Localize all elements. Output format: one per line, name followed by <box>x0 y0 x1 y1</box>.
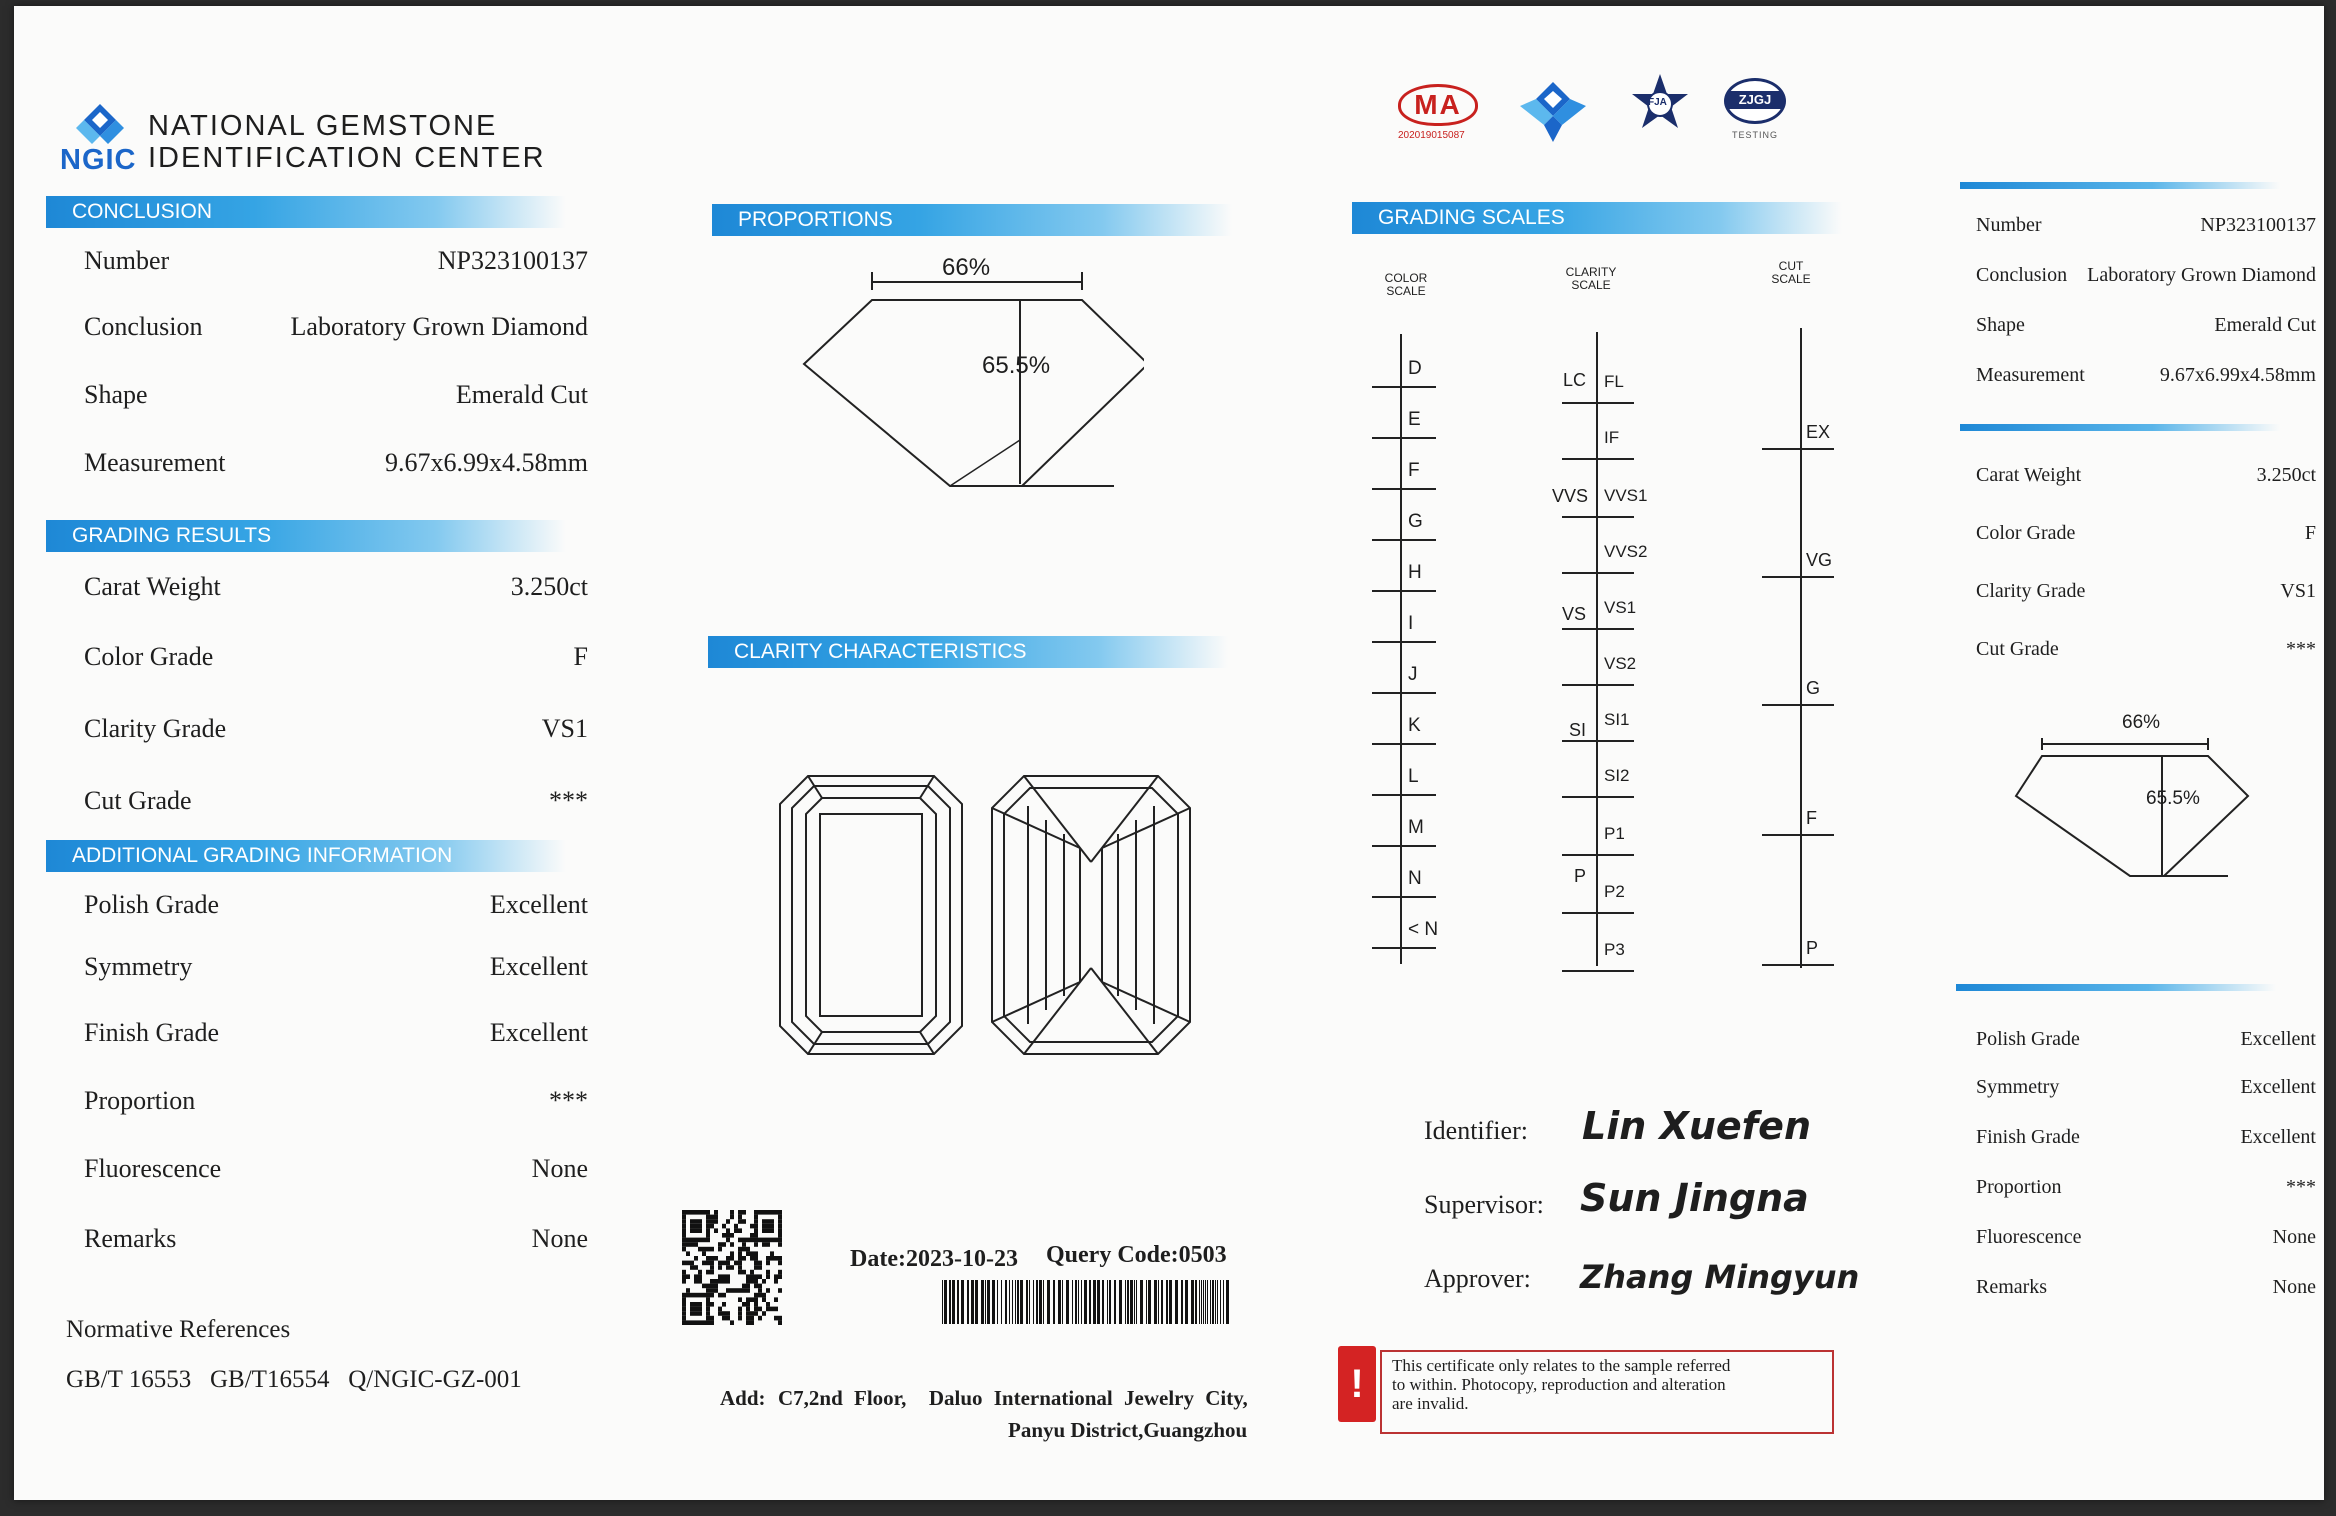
clarity-grade-value: VS1 <box>541 714 588 743</box>
cut-scale-head-line2: SCALE <box>1771 272 1811 286</box>
clarity-plot-diagram <box>774 768 1204 1068</box>
cut-scale-tick <box>1762 704 1834 706</box>
cut-grade-f: F <box>1806 808 1817 828</box>
summary-fluorescence-value: None <box>2272 1226 2316 1248</box>
fluorescence-value: None <box>531 1154 588 1183</box>
summary-finish-grade-label: Finish Grade <box>1976 1126 2080 1148</box>
color-scale-head-line2: SCALE <box>1386 284 1426 298</box>
cut-grade-label: Cut Grade <box>84 786 192 815</box>
clarity-group-si: SI <box>1568 720 1586 740</box>
identifier-signature: Lin Xuefen <box>1582 1104 1812 1148</box>
supervisor-label: Supervisor: <box>1424 1190 1544 1219</box>
clarity-scale-head-line2: SCALE <box>1571 278 1611 292</box>
barcode <box>942 1280 1238 1326</box>
approver-signature: Zhang Mingyun <box>1580 1258 1860 1296</box>
summary-conclusion-label: Conclusion <box>1976 264 2068 286</box>
conclusion-header: CONCLUSION <box>46 196 566 228</box>
remarks-label: Remarks <box>84 1224 177 1253</box>
proportions-header: PROPORTIONS <box>712 204 1232 236</box>
proportion-depth-value: 65.5% <box>982 352 1051 379</box>
color-grade-m: M <box>1408 817 1424 838</box>
clarity-scale-tick <box>1562 854 1634 856</box>
clarity-grade-si1: SI1 <box>1604 710 1630 729</box>
identifier-label: Identifier: <box>1424 1116 1528 1145</box>
cma-number: 202019015087 <box>1398 130 1465 141</box>
clarity-grade-p2: P2 <box>1604 882 1625 901</box>
grading-scales-header: GRADING SCALES <box>1352 202 1842 234</box>
summary-cut-grade-label: Cut Grade <box>1976 638 2059 660</box>
carat-weight-label: Carat Weight <box>84 572 221 601</box>
summary-divider-grades <box>1960 424 2280 431</box>
color-grade-l: L <box>1408 766 1419 787</box>
clarity-scale-tick <box>1562 684 1634 686</box>
summary-carat-weight-label: Carat Weight <box>1976 464 2082 486</box>
conclusion-label: Conclusion <box>84 312 203 341</box>
number-label: Number <box>84 246 170 275</box>
clarity-group-vs: VS <box>1561 604 1586 624</box>
summary-shape-value: Emerald Cut <box>2214 314 2316 336</box>
color-scale-tick <box>1372 692 1436 694</box>
cut-grade-g: G <box>1806 678 1821 698</box>
proportion-value: *** <box>549 1086 588 1115</box>
summary-number-value: NP323100137 <box>2200 214 2316 236</box>
finish-grade-label: Finish Grade <box>84 1018 220 1047</box>
ngic-abbr: NGIC <box>60 144 137 176</box>
clarity-scale-head <box>1556 266 1626 292</box>
summary-polish-grade-value: Excellent <box>2240 1028 2316 1050</box>
summary-clarity-grade-value: VS1 <box>2280 580 2316 602</box>
cut-scale-tick <box>1762 964 1834 966</box>
remarks-value: None <box>531 1224 588 1253</box>
color-scale-line <box>1400 334 1402 964</box>
summary-proportion-diagram <box>2002 726 2262 886</box>
clarity-grade-fl: FL <box>1604 372 1624 391</box>
clarity-scale-tick <box>1562 970 1634 972</box>
notice-line1: This certificate only relates to the sample referred <box>1392 1356 1731 1375</box>
summary-number-label: Number <box>1976 214 2042 236</box>
address-line1: C7,2nd Floor, Daluo International Jewelry City, <box>778 1386 1248 1410</box>
certificate-date: Date:2023-10-23 <box>850 1246 1018 1272</box>
clarity-scale-tick <box>1562 912 1634 914</box>
org-name-line1: NATIONAL GEMSTONE <box>148 110 498 142</box>
ngic-logo-icon <box>72 102 128 148</box>
measurement-value: 9.67x6.99x4.58mm <box>385 448 588 477</box>
color-scale-tick <box>1372 386 1436 388</box>
notice-line2: to within. Photocopy, reproduction and alteration <box>1392 1375 1726 1394</box>
clarity-grade-p1: P1 <box>1604 824 1625 843</box>
cut-scale-tick <box>1762 834 1834 836</box>
color-grade-k: K <box>1408 715 1421 736</box>
clarity-grade-p3: P3 <box>1604 940 1625 959</box>
shape-value: Emerald Cut <box>455 380 588 409</box>
summary-remarks-value: None <box>2272 1276 2316 1298</box>
summary-measurement-label: Measurement <box>1976 364 2085 386</box>
summary-remarks-label: Remarks <box>1976 1276 2048 1298</box>
cma-logo-icon <box>1398 84 1478 126</box>
color-grade-e: E <box>1408 409 1421 430</box>
address-line2: Panyu District,Guangzhou <box>1008 1418 1248 1442</box>
color-grade-value: F <box>573 642 588 671</box>
summary-shape-label: Shape <box>1976 314 2025 336</box>
color-grade-d: D <box>1408 358 1422 379</box>
ngic-badge-icon <box>1518 80 1588 144</box>
summary-clarity-grade-label: Clarity Grade <box>1976 580 2086 602</box>
symmetry-label: Symmetry <box>84 952 193 981</box>
normative-title: Normative References <box>66 1316 291 1343</box>
conclusion-value: Laboratory Grown Diamond <box>290 312 588 341</box>
color-scale-tick <box>1372 590 1436 592</box>
clarity-scale-tick <box>1562 628 1634 630</box>
approver-label: Approver: <box>1424 1264 1531 1293</box>
clarity-scale-tick <box>1562 516 1634 518</box>
warning-icon: ! <box>1338 1346 1376 1422</box>
summary-fluorescence-label: Fluorescence <box>1976 1226 2082 1248</box>
validity-notice <box>1380 1350 1834 1434</box>
clarity-scale-head-line1: CLARITY <box>1565 265 1617 279</box>
proportion-table-value: 66% <box>942 254 991 281</box>
cut-scale-line <box>1800 328 1802 968</box>
zjgj-logo-icon <box>1724 78 1786 124</box>
clarity-group-lc: LC <box>1562 370 1586 390</box>
clarity-scale-tick <box>1562 458 1634 460</box>
polish-grade-label: Polish Grade <box>84 890 220 919</box>
summary-carat-weight-value: 3.250ct <box>2256 464 2316 486</box>
qr-code <box>682 1210 782 1326</box>
finish-grade-value: Excellent <box>489 1018 588 1047</box>
shape-label: Shape <box>84 380 148 409</box>
zjgj-text: ZJGJ <box>1727 91 1783 109</box>
proportion-label: Proportion <box>84 1086 196 1115</box>
proportion-diagram <box>784 262 1144 502</box>
normative-refs: GB/T 16553 GB/T16554 Q/NGIC-GZ-001 <box>66 1366 522 1393</box>
cut-scale-tick <box>1762 576 1834 578</box>
summary-table-value: 66% <box>2122 712 2161 733</box>
summary-color-grade-label: Color Grade <box>1976 522 2076 544</box>
summary-symmetry-value: Excellent <box>2240 1076 2316 1098</box>
color-scale-head <box>1376 272 1436 298</box>
color-grade-label: Color Grade <box>84 642 214 671</box>
clarity-scale-line <box>1596 332 1598 966</box>
grading-results-header: GRADING RESULTS <box>46 520 566 552</box>
color-grade-i: I <box>1408 613 1414 634</box>
color-scale-tick <box>1372 794 1436 796</box>
color-grade-g: G <box>1408 511 1423 532</box>
color-grade-n: N <box>1408 868 1422 889</box>
supervisor-signature: Sun Jingna <box>1580 1176 1809 1220</box>
cut-grade-vg: VG <box>1806 550 1833 570</box>
summary-divider-top <box>1960 182 2280 189</box>
color-scale-tick <box>1372 947 1436 949</box>
measurement-label: Measurement <box>84 448 226 477</box>
color-grade-n: < N <box>1408 919 1439 940</box>
summary-conclusion-value: Laboratory Grown Diamond <box>2087 264 2316 286</box>
cut-scale-head-line1: CUT <box>1778 259 1804 273</box>
color-scale-tick <box>1372 641 1436 643</box>
clarity-grade-vvs2: VVS2 <box>1604 542 1648 561</box>
color-grade-j: J <box>1408 664 1418 685</box>
color-scale-tick <box>1372 488 1436 490</box>
clarity-grade-if: IF <box>1604 428 1620 447</box>
address-label: Add: <box>720 1386 766 1410</box>
org-name-line2: IDENTIFICATION CENTER <box>148 142 546 174</box>
carat-weight-value: 3.250ct <box>510 572 588 601</box>
cma-text: MA <box>1414 89 1462 120</box>
fluorescence-label: Fluorescence <box>84 1154 222 1183</box>
summary-polish-grade-label: Polish Grade <box>1976 1028 2080 1050</box>
summary-measurement-value: 9.67x6.99x4.58mm <box>2159 364 2316 386</box>
summary-depth-value: 65.5% <box>2146 788 2200 809</box>
testing-text: TESTING <box>1732 130 1779 140</box>
clarity-grade-si2: SI2 <box>1604 766 1630 785</box>
symmetry-value: Excellent <box>489 952 588 981</box>
color-scale-head-line1: COLOR <box>1384 271 1428 285</box>
clarity-scale-tick <box>1562 796 1634 798</box>
color-scale-tick <box>1372 437 1436 439</box>
summary-color-grade-value: F <box>2304 522 2316 544</box>
clarity-grade-vs2: VS2 <box>1604 654 1637 673</box>
clarity-grade-vvs1: VVS1 <box>1604 486 1648 505</box>
color-grade-f: F <box>1408 460 1420 481</box>
summary-finish-grade-value: Excellent <box>2240 1126 2316 1148</box>
summary-symmetry-label: Symmetry <box>1976 1076 2060 1098</box>
cut-grade-ex: EX <box>1806 422 1831 442</box>
clarity-group-p: P <box>1573 866 1586 886</box>
summary-proportion-label: Proportion <box>1976 1176 2062 1198</box>
additional-info-header: ADDITIONAL GRADING INFORMATION <box>46 840 566 872</box>
summary-proportion-value: *** <box>2286 1176 2316 1198</box>
polish-grade-value: Excellent <box>489 890 588 919</box>
clarity-scale-tick <box>1562 402 1634 404</box>
clarity-group-vvs: VVS <box>1552 486 1589 506</box>
color-scale-tick <box>1372 743 1436 745</box>
clarity-grade-label: Clarity Grade <box>84 714 227 743</box>
number-value: NP323100137 <box>437 246 588 275</box>
summary-cut-grade-value: *** <box>2286 638 2316 660</box>
cut-grade-value: *** <box>549 786 588 815</box>
query-code: Query Code:0503 <box>1046 1242 1227 1268</box>
summary-divider-extra <box>1956 984 2276 991</box>
cut-scale-tick <box>1762 448 1834 450</box>
cut-grade-p: P <box>1806 938 1819 958</box>
clarity-grade-vs1: VS1 <box>1604 598 1637 617</box>
clarity-characteristics-header: CLARITY CHARACTERISTICS <box>708 636 1228 668</box>
certificate <box>14 6 2324 1500</box>
clarity-scale-tick <box>1562 572 1634 574</box>
color-scale-tick <box>1372 896 1436 898</box>
color-scale-tick <box>1372 845 1436 847</box>
cut-scale-head <box>1766 260 1816 286</box>
notice-line3: are invalid. <box>1392 1394 1469 1413</box>
color-scale-tick <box>1372 539 1436 541</box>
color-grade-h: H <box>1408 562 1422 583</box>
fja-text: FJA <box>1648 97 1667 108</box>
